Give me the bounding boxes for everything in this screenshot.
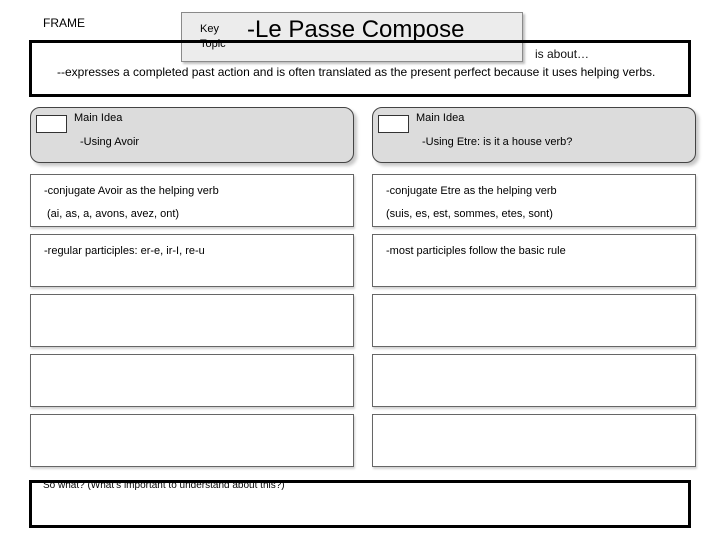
detail-right-1-line1: -conjugate Etre as the helping verb (386, 185, 557, 197)
detail-box-right-5 (372, 414, 696, 467)
main-idea-label-right: Main Idea (416, 112, 465, 124)
detail-box-right-3 (372, 294, 696, 347)
main-idea-checkbox-left[interactable] (36, 115, 67, 133)
key-topic-label-line1: Key (200, 23, 219, 35)
key-topic-label-line2: Topic (200, 38, 226, 50)
detail-box-left-1 (30, 174, 354, 227)
detail-right-2-line1: -most participles follow the basic rule (386, 245, 566, 257)
detail-box-left-2 (30, 234, 354, 287)
topic-summary: --expresses a completed past action and is often translated as the present perfect because it uses helping verbs. (57, 65, 656, 79)
main-idea-text-right: -Using Etre: is it a house verb? (422, 136, 573, 148)
detail-box-right-2 (372, 234, 696, 287)
main-idea-text-left: -Using Avoir (80, 136, 140, 148)
page-title: -Le Passe Compose (247, 16, 465, 43)
detail-box-left-4 (30, 354, 354, 407)
main-idea-label-left: Main Idea (74, 112, 123, 124)
so-what-prompt: So what? (What’s important to understand about this?) (43, 480, 285, 491)
detail-left-1-line1: -conjugate Avoir as the helping verb (44, 185, 219, 197)
detail-left-2-line1: -regular participles: er-e, ir-I, re-u (44, 245, 205, 257)
detail-box-right-4 (372, 354, 696, 407)
is-about-label: is about… (535, 47, 590, 61)
main-idea-checkbox-right[interactable] (378, 115, 409, 133)
frame-label: FRAME (43, 16, 85, 30)
detail-box-left-3 (30, 294, 354, 347)
detail-left-1-line2: (ai, as, a, avons, avez, ont) (47, 208, 180, 220)
detail-box-right-1 (372, 174, 696, 227)
detail-box-left-5 (30, 414, 354, 467)
detail-right-1-line2: (suis, es, est, sommes, etes, sont) (386, 208, 553, 220)
